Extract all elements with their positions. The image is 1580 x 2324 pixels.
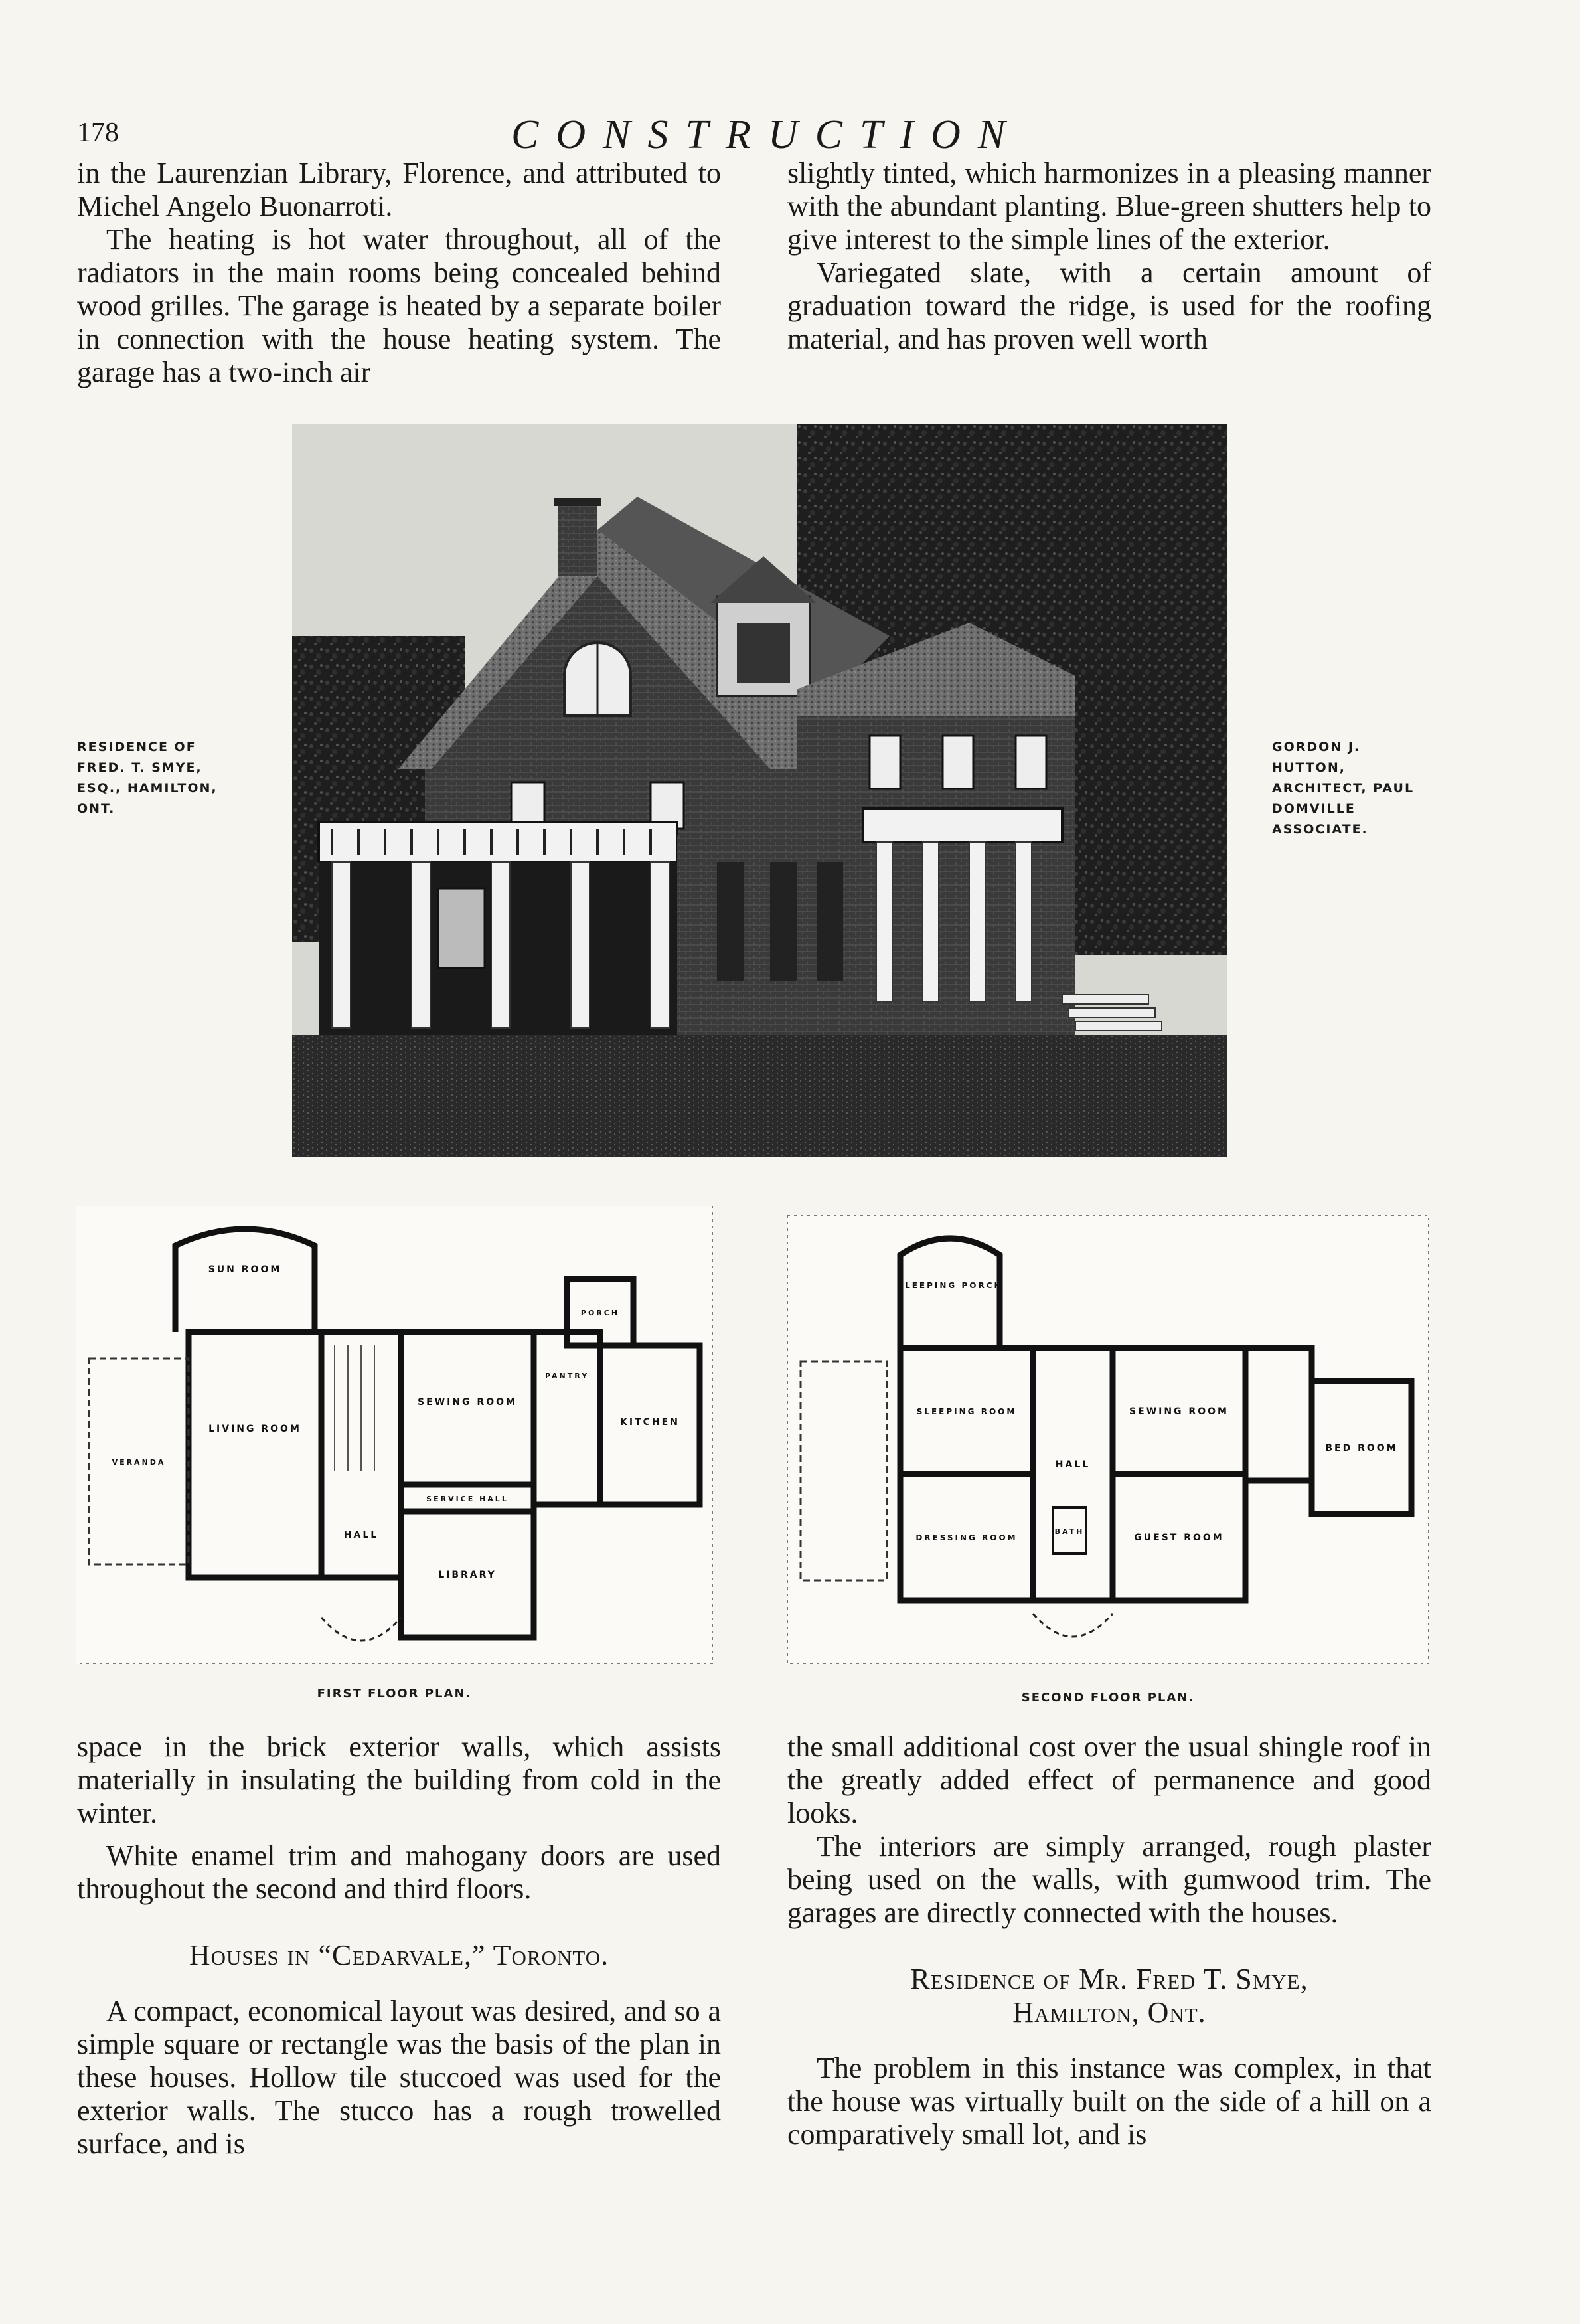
paragraph: in the Laurenzian Library, Florence, and attributed to Michel Angelo Buonarroti.	[77, 157, 721, 222]
section-heading-location: Hamilton, Ont.	[1012, 1996, 1206, 2029]
room-label: SEWING ROOM	[418, 1397, 517, 1408]
paragraph: The heating is hot water throughout, all of the radiators in the main rooms being concealed behind wood grilles. The garage is heated by a separate boiler in connection with the house heating system. The garage has a two-inch air	[77, 223, 721, 388]
photo-caption-right: GORDON J. HUTTON, ARCHITECT, PAUL DOMVILLE ASSOCIATE.	[1272, 740, 1415, 837]
section-heading: Residence of Mr. Fred T. Smye,	[910, 1963, 1308, 1995]
room-label: SUN ROOM	[208, 1264, 282, 1275]
column-bottom-left	[77, 1730, 721, 2161]
room-label: SLEEPING ROOM	[916, 1407, 1017, 1416]
photo-caption-left: RESIDENCE OF FRED. T. SMYE, ESQ., HAMILTON, ONT.	[77, 740, 218, 816]
second-floor-plan-caption: SECOND FLOOR PLAN.	[1021, 1691, 1195, 1704]
room-label: BED ROOM	[1325, 1443, 1398, 1453]
room-label: GUEST ROOM	[1134, 1533, 1224, 1543]
running-title: CONSTRUCTION	[511, 112, 1023, 157]
room-label: BATH	[1054, 1527, 1085, 1536]
first-floor-plan	[76, 1206, 713, 1664]
room-label: SERVICE HALL	[426, 1495, 509, 1503]
second-floor-plan	[787, 1215, 1429, 1664]
room-label: LIBRARY	[438, 1570, 497, 1580]
room-label: SEWING ROOM	[1129, 1406, 1229, 1417]
paragraph: The interiors are simply arranged, rough plaster being used on the walls, with gumwood trim. The garages are directly connected with the houses.	[787, 1830, 1431, 1929]
paragraph: space in the brick exterior walls, which assists materially in insulating the building from cold in the winter.	[77, 1730, 721, 1829]
paragraph: slightly tinted, which harmonizes in a pleasing manner with the abundant planting. Blue-green shutters help to give interest to the simple lines of the exterior.	[787, 157, 1431, 256]
page-number: 178	[77, 118, 119, 148]
room-label: SLEEPING PORCH	[897, 1281, 1003, 1290]
paragraph: Variegated slate, with a certain amount of graduation toward the ridge, is used for the roofing material, and has proven well worth	[787, 256, 1431, 355]
room-label: KITCHEN	[620, 1417, 680, 1428]
room-label: HALL	[1055, 1459, 1091, 1470]
paragraph: A compact, economical layout was desired, and so a simple square or rectangle was the basis of the plan in these houses. Hollow tile stuccoed was used for the exterior walls. The stucco has a rough trowelled surface, and is	[77, 1995, 721, 2160]
paragraph: The problem in this instance was complex, in that the house was virtually built on the side of a hill on a comparatively small lot, and is	[787, 2052, 1431, 2151]
section-heading: Houses in “Cedarvale,” Toronto.	[189, 1939, 609, 1971]
room-label: VERANDA	[112, 1458, 166, 1467]
column-top-left	[77, 157, 721, 389]
room-label: DRESSING ROOM	[915, 1533, 1018, 1542]
column-bottom-right	[787, 1730, 1431, 2151]
paragraph: White enamel trim and mahogany doors are used throughout the second and third floors.	[77, 1839, 721, 1905]
paragraph: the small additional cost over the usual shingle roof in the greatly added effect of permanence and good looks.	[787, 1730, 1431, 1829]
column-top-right	[787, 157, 1431, 356]
room-label: HALL	[343, 1530, 379, 1540]
first-floor-plan-caption: FIRST FLOOR PLAN.	[317, 1687, 472, 1701]
residence-photo	[292, 424, 1227, 1157]
room-label: LIVING ROOM	[208, 1424, 301, 1434]
room-label: PANTRY	[544, 1372, 590, 1380]
room-label: PORCH	[580, 1309, 620, 1317]
